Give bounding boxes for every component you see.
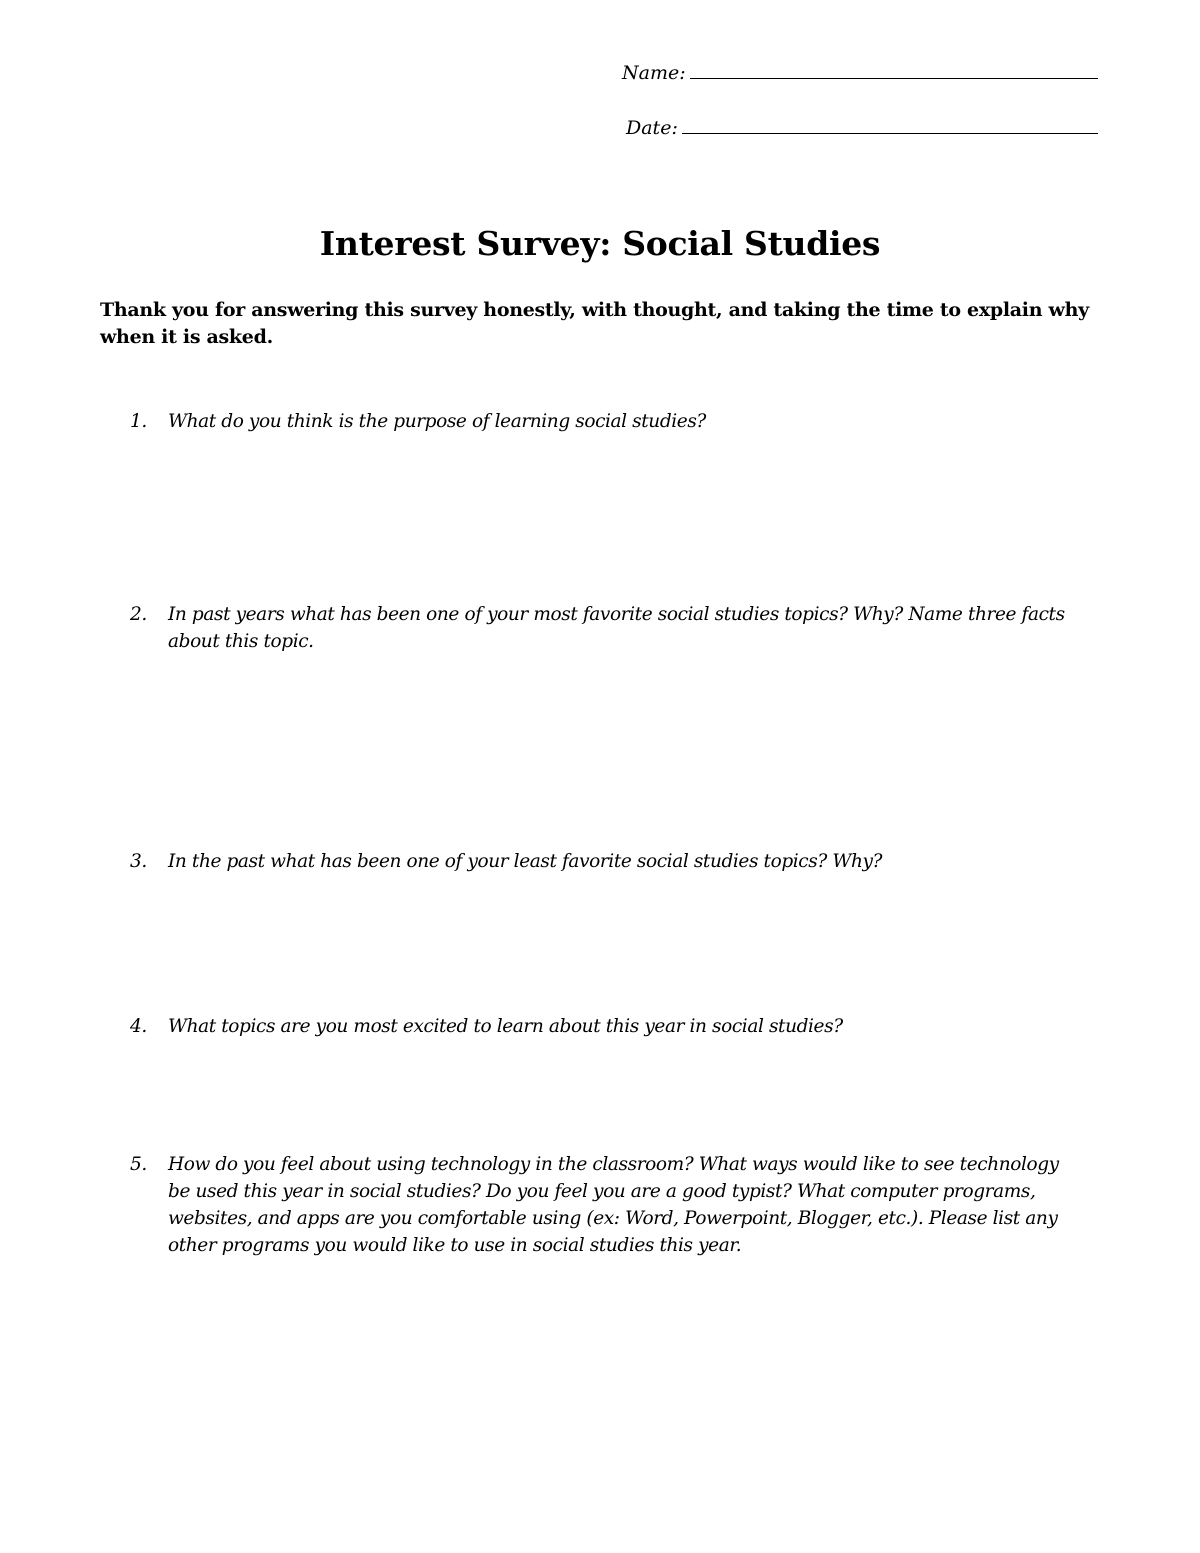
date-label: Date: (626, 117, 678, 139)
date-field (626, 115, 1098, 140)
date-blank-line (682, 115, 1098, 134)
question-number: 3. (130, 851, 147, 872)
question-item (130, 1013, 1080, 1040)
question-text: What do you think is the purpose of learning social studies? (168, 411, 706, 432)
question-number: 5. (130, 1154, 147, 1175)
question-item (130, 408, 1080, 435)
question-text: How do you feel about using technology in the classroom? What ways would like to see technology be used this year in social studies? Do you feel you are a good typist? What computer programs, websites, and apps are you comfortable using (ex: Word, Powerpoint, Blogger, etc.). Please list any other programs you would like to use in social studies this year. (168, 1154, 1059, 1256)
name-field (622, 60, 1098, 85)
question-number: 4. (130, 1016, 147, 1037)
name-blank-line (690, 60, 1098, 79)
question-text: In the past what has been one of your least favorite social studies topics? Why? (168, 851, 883, 872)
page-title: Interest Survey: Social Studies (319, 224, 881, 263)
question-text: What topics are you most excited to learn about this year in social studies? (168, 1016, 843, 1037)
question-item (130, 848, 1080, 875)
question-text: In past years what has been one of your most favorite social studies topics? Why? Name three facts about this topic. (168, 604, 1065, 652)
question-number: 1. (130, 411, 147, 432)
question-item (130, 1151, 1080, 1259)
question-number: 2. (130, 604, 147, 625)
intro-instructions: Thank you for answering this survey honestly, with thought, and taking the time to explain why when it is asked. (100, 299, 1089, 348)
name-label: Name: (622, 62, 686, 84)
question-item (130, 601, 1080, 655)
